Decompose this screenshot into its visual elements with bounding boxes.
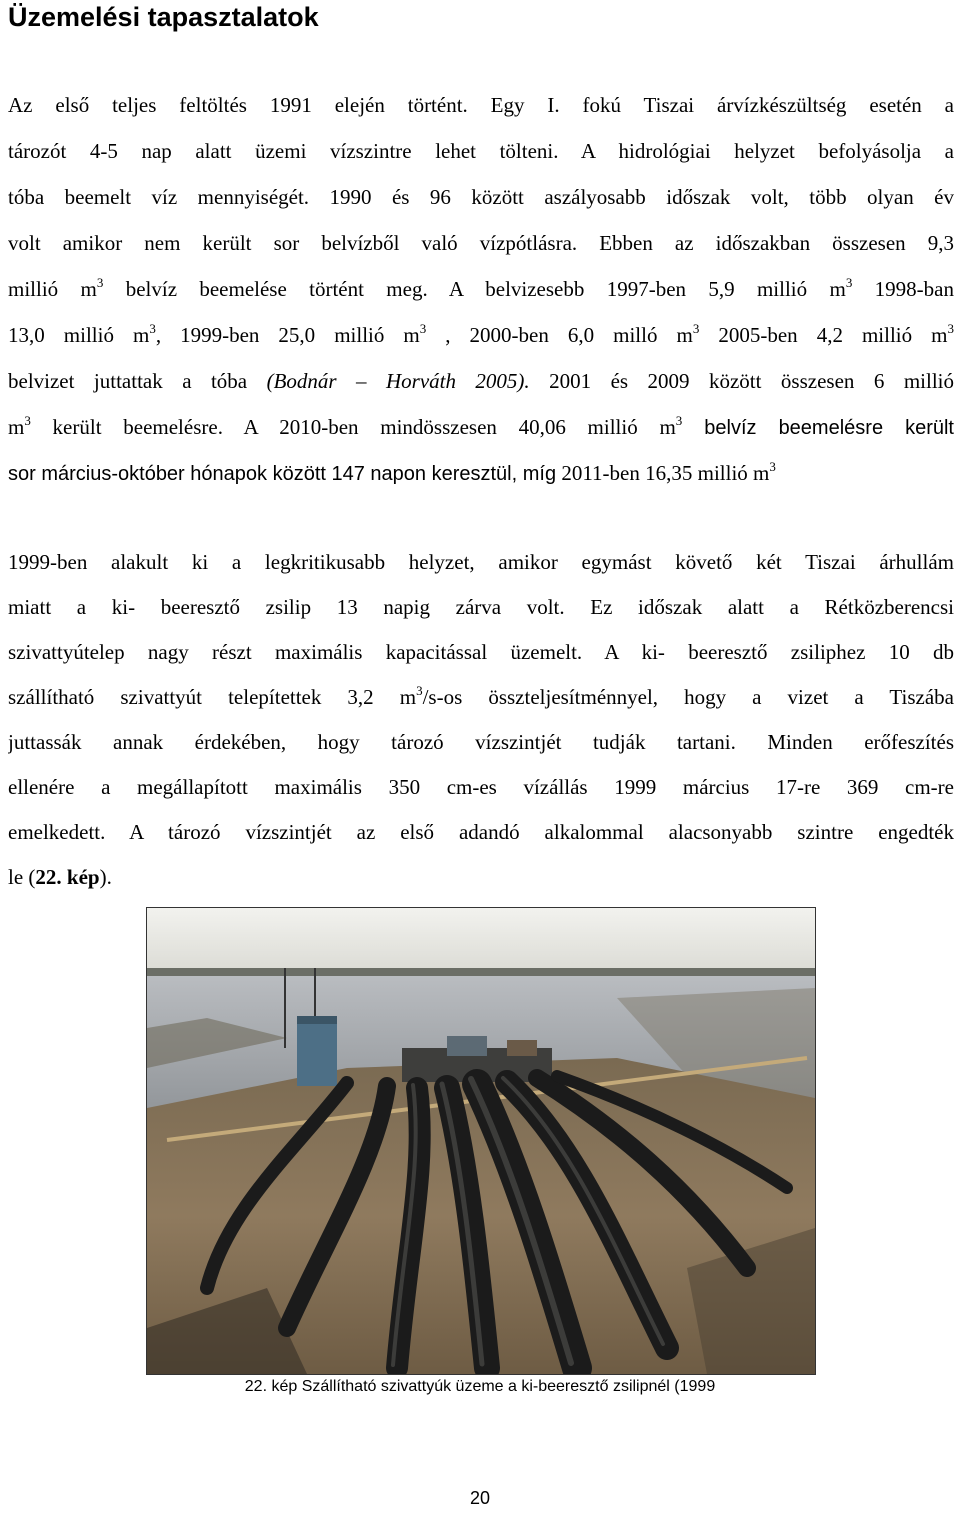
text-fragment: 13,0 millió m (8, 323, 150, 347)
text-fragment: szállítható szivattyút telepítettek 3,2 m (8, 685, 417, 709)
text-line (8, 266, 954, 312)
superscript: 3 (769, 459, 776, 474)
text-line: volt amikor nem került sor belvízből való vízpótlásra. Ebben az időszakban összesen 9,3 (8, 231, 954, 255)
text-fragment: sor március-október hónapok között 147 napon keresztül, míg (8, 463, 557, 485)
text-line: 1999-ben alakult ki a legkritikusabb helyzet, amikor egymást követő két Tiszai árhullám (8, 550, 954, 574)
text-fragment: belvíz beemelésre került (682, 417, 954, 439)
text-line (8, 312, 954, 358)
section-heading: Üzemelési tapasztalatok (8, 2, 319, 32)
superscript: 3 (692, 321, 700, 336)
text-line: emelkedett. A tározó vízszintjét az első adandó alkalommal alacsonyabb szintre engedték (8, 820, 954, 844)
superscript: 3 (845, 275, 853, 290)
text-fragment: 1998-ban (852, 277, 954, 301)
text-fragment: 2005-ben 4,2 millió m (699, 323, 948, 347)
citation: (Bodnár – Horváth 2005). (266, 369, 530, 393)
text-fragment: belvíz beemelése történt meg. A belvizesebb 1997-ben 5,9 millió m (103, 277, 846, 301)
text-line: juttassák annak érdekében, hogy tározó vízszintjét tudják tartani. Minden erőfeszítés (8, 730, 954, 754)
text-line (8, 404, 954, 450)
text-fragment: belvizet juttattak a tóba (8, 369, 267, 393)
figure-reference: 22. kép (35, 865, 100, 889)
superscript: 3 (416, 683, 423, 698)
paragraph-1 (8, 82, 954, 496)
text-fragment: le ( (8, 865, 36, 889)
text-line: tóba beemelt víz mennyiségét. 1990 és 96 között aszályosabb időszak volt, több olyan év (8, 185, 954, 209)
text-fragment: ). (99, 865, 112, 889)
text-fragment: /s-os összteljesítménnyel, hogy a vizet a Tiszába (422, 685, 954, 709)
superscript: 3 (947, 321, 954, 336)
text-line (8, 855, 954, 900)
superscript: 3 (419, 321, 427, 336)
text-line: ellenére a megállapított maximális 350 cm-es vízállás 1999 március 17-re 369 cm-re (8, 775, 954, 799)
text-fragment: m (8, 415, 25, 439)
text-line (8, 450, 954, 496)
figure-caption: 22. kép Szállítható szivattyúk üzeme a ki-beeresztő zsilipnél (1999 (244, 1378, 716, 1395)
text-line: tározót 4-5 nap alatt üzemi vízszintre lehet tölteni. A hidrológiai helyzet befolyásolja a (8, 139, 954, 163)
text-line: szivattyútelep nagy részt maximális kapacitással üzemelt. A ki- beeresztő zsiliphez 10 db (8, 640, 954, 664)
pump-station-photo (146, 907, 816, 1375)
superscript: 3 (96, 275, 104, 290)
superscript: 3 (149, 321, 156, 336)
text-line: Az első teljes feltöltés 1991 elején történt. Egy I. fokú Tiszai árvízkészültség esetén a (8, 93, 954, 117)
text-line: miatt a ki- beeresztő zsilip 13 napig zárva volt. Ez időszak alatt a Rétközberencsi (8, 595, 954, 619)
text-fragment: 2001 és 2009 között összesen 6 millió (529, 369, 954, 393)
page-number: 20 (469, 1488, 491, 1508)
text-line (8, 358, 954, 404)
text-fragment: , 1999-ben 25,0 millió m (155, 323, 420, 347)
superscript: 3 (675, 413, 683, 428)
text-fragment: millió m (8, 277, 97, 301)
text-fragment: , 2000-ben 6,0 milló m (426, 323, 693, 347)
text-fragment: került beemelésre. A 2010-ben mindösszesen 40,06 millió m (30, 415, 676, 439)
superscript: 3 (24, 413, 31, 428)
paragraph-2 (8, 540, 954, 900)
text-line (8, 675, 954, 720)
text-fragment: 2011-ben 16,35 millió m (556, 461, 770, 485)
